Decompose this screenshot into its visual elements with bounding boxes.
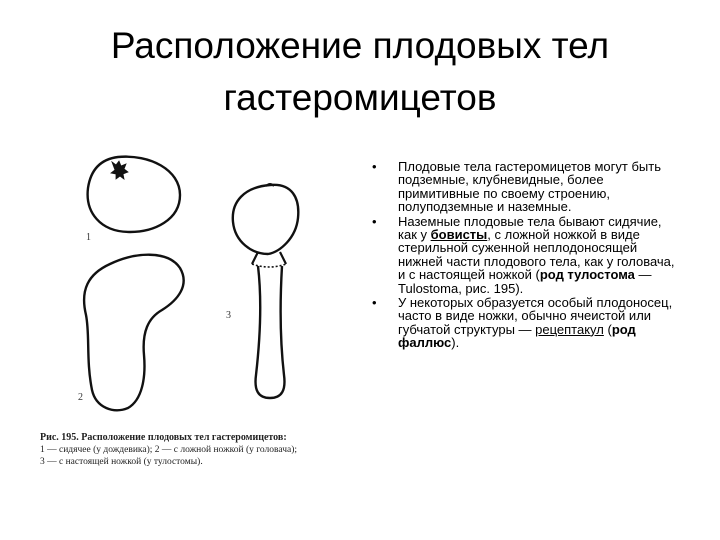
false-stalk-fruiting-body	[84, 255, 184, 411]
slide-title	[40, 20, 680, 124]
figure-label-2: 2	[78, 392, 83, 403]
bullet-item-underground	[372, 160, 682, 214]
term-phallus: род фаллюс	[398, 321, 636, 351]
sessile-fruiting-body	[88, 157, 180, 232]
fruiting-bodies-figure	[30, 140, 360, 480]
title-line-1: Расположение плодовых тел	[110, 25, 610, 66]
caption-title: Рис. 195. Расположение плодовых тел гастеромицетов:	[40, 432, 287, 443]
true-stalk-fruiting-body	[233, 184, 298, 398]
term-tulostoma: род тулостома	[539, 267, 635, 283]
bullet-text-part: — Tulostoma, рис. 195).	[398, 267, 652, 296]
fruiting-bodies-drawing	[30, 140, 360, 430]
bullet-item-receptacle	[372, 296, 682, 350]
bullet-item-terrestrial	[372, 215, 682, 295]
figure-label-3: 3	[226, 310, 231, 321]
figure-label-1: 1	[86, 232, 91, 243]
link-bovista[interactable]: бовисты	[430, 227, 488, 243]
title-line-2: гастеромицетов	[223, 77, 497, 118]
bullet-text-part: (	[603, 321, 612, 337]
link-receptacle[interactable]: рецептакул	[535, 321, 604, 337]
caption-line-1: 1 — сидячее (у дождевика); 2 — с ложной ножкой (у головача);	[40, 445, 298, 455]
bullet-text-part: Наземные плодовые тела бывают сидячие, как у	[398, 213, 662, 243]
bullet-text-part: У некоторых образуется особый плодоносец, часто в виде ножки, обычно ячеистой или губчатой структуры —	[398, 295, 673, 337]
bullet-marker: •	[372, 295, 377, 311]
bullet-marker: •	[372, 213, 377, 229]
bullet-list	[372, 160, 682, 351]
bullet-text-part: , с ложной ножкой в виде стерильной суженной неплодоносящей нижней части плодового тела, как у головача, и с настоящей ножкой (	[398, 227, 675, 283]
bullet-text: Плодовые тела гастеромицетов могут быть подземные, клубневидные, более примитивные по своему строению, полуподземные и наземные.	[398, 159, 661, 215]
bullet-text-part: ).	[451, 335, 460, 351]
caption-line-2: 3 — с настоящей ножкой (у тулостомы).	[40, 457, 203, 467]
figure-caption	[40, 432, 360, 468]
bullet-marker: •	[372, 159, 377, 174]
